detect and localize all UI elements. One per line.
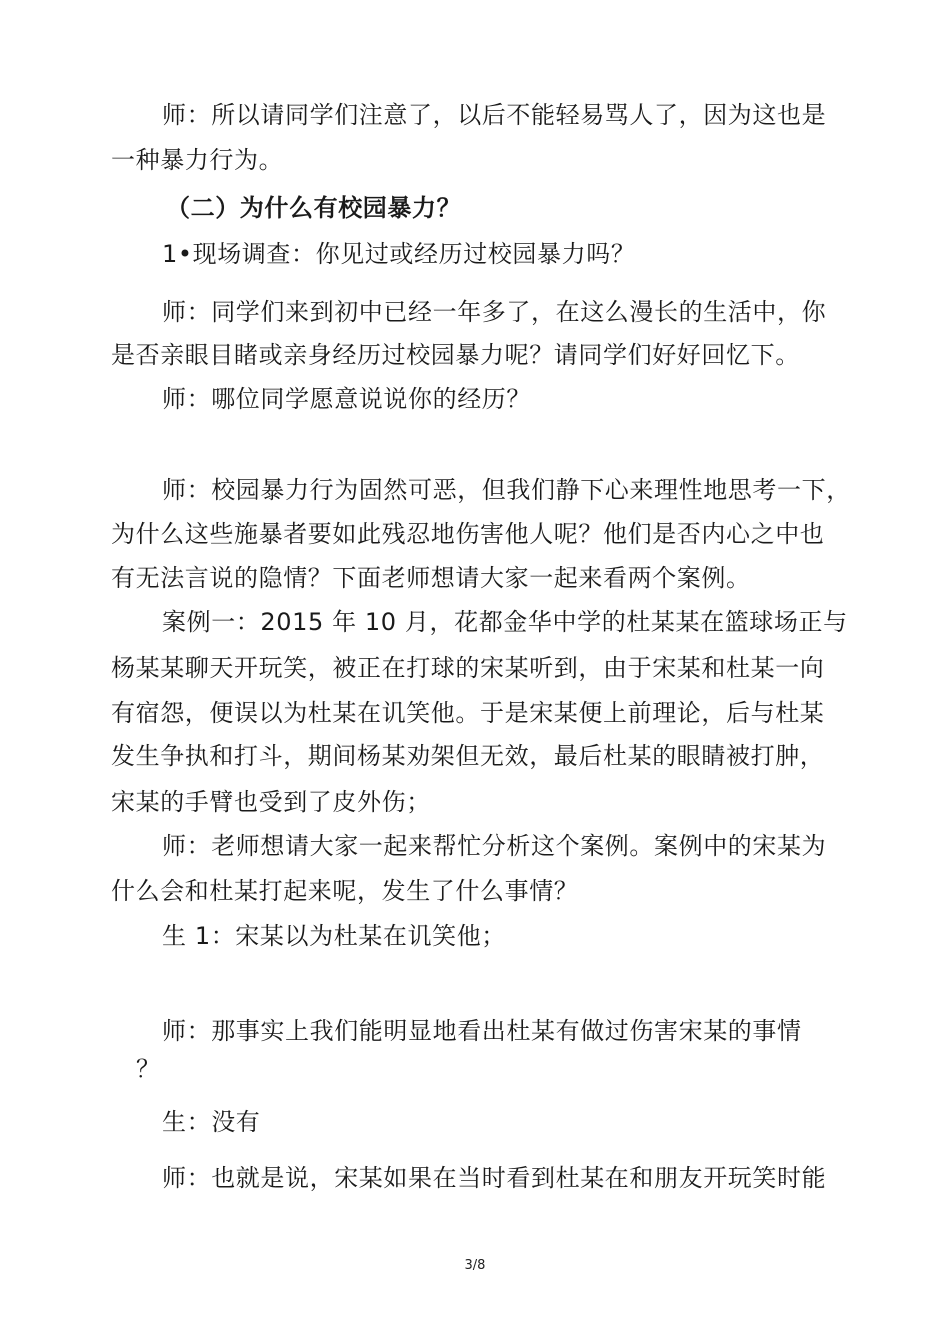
section-heading: （二）为什么有校园暴力？ <box>166 194 462 222</box>
paragraph-2-line-1: 师：同学们来到初中已经一年多了，在这么漫长的生活中，你 <box>162 298 827 326</box>
student-1-answer: 生 1：宋某以为杜某在讥笑他； <box>162 922 506 950</box>
student-answer: 生：没有 <box>162 1108 261 1136</box>
paragraph-1-line-2: 一种暴力行为。 <box>111 146 284 174</box>
paragraph-4-line-3: 有无法言说的隐情？下面老师想请大家一起来看两个案例。 <box>111 564 751 592</box>
case-1-line-2: 杨某某聊天开玩笑，被正在打球的宋某听到，由于宋某和杜某一向 <box>111 654 825 682</box>
paragraph-5-line-1: 师：老师想请大家一起来帮忙分析这个案例。案例中的宋某为 <box>162 832 827 860</box>
paragraph-4-line-2: 为什么这些施暴者要如此残忍地伤害他人呢？他们是否内心之中也 <box>111 520 825 548</box>
case-1-line-1: 案例一：2015 年 10 月，花都金华中学的杜某某在篮球场正与 <box>162 608 848 636</box>
paragraph-5-line-2: 什么会和杜某打起来呢，发生了什么事情？ <box>111 877 579 905</box>
paragraph-2-line-2: 是否亲眼目睹或亲身经历过校园暴力呢？请同学们好好回忆下。 <box>111 341 800 369</box>
paragraph-3: 师：哪位同学愿意说说你的经历？ <box>162 385 531 413</box>
paragraph-6-line-2: ？ <box>136 1055 161 1083</box>
case-1-line-4: 发生争执和打斗，期间杨某劝架但无效，最后杜某的眼睛被打肿， <box>111 742 825 770</box>
page-number: 3/8 <box>464 1258 486 1273</box>
paragraph-7: 师：也就是说，宋某如果在当时看到杜某在和朋友开玩笑时能 <box>162 1164 827 1192</box>
case-1-line-3: 有宿怨，便误以为杜某在讥笑他。于是宋某便上前理论，后与杜某 <box>111 699 825 727</box>
paragraph-1-line-1: 师：所以请同学们注意了，以后不能轻易骂人了，因为这也是 <box>162 101 827 129</box>
case-1-line-5: 宋某的手臂也受到了皮外伤； <box>111 788 431 816</box>
survey-line: 1•现场调查：你见过或经历过校园暴力吗？ <box>162 240 636 268</box>
paragraph-6-line-1: 师：那事实上我们能明显地看出杜某有做过伤害宋某的事情 <box>162 1017 802 1045</box>
paragraph-4-line-1: 师：校园暴力行为固然可恶，但我们静下心来理性地思考一下， <box>162 476 851 504</box>
